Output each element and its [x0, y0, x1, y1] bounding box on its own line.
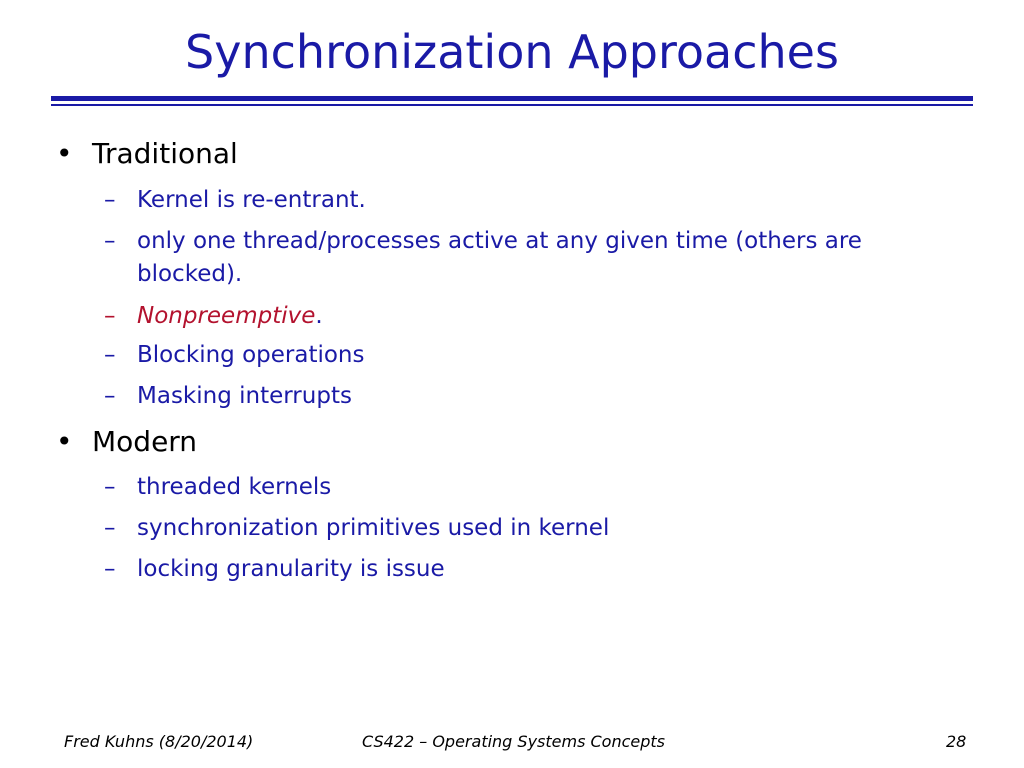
emphasis-term: Nonpreemptive [137, 303, 316, 329]
title-divider-thick [51, 96, 973, 101]
dash-marker: – [104, 474, 116, 500]
dash-marker: – [104, 342, 116, 368]
sub-item-text [137, 300, 974, 333]
sub-item-text: only one thread/processes active at any given time (others are blocked). [137, 228, 862, 287]
dash-marker: – [104, 187, 116, 213]
sub-item-text: threaded kernels [137, 474, 332, 500]
sub-item-text: Kernel is re-entrant. [137, 187, 366, 213]
slide-title: Synchronization Approaches [185, 25, 839, 79]
dash-marker: – [104, 383, 116, 409]
bullet-heading: Traditional [92, 137, 238, 170]
dash-marker: – [104, 303, 116, 329]
emphasis-period: . [315, 303, 323, 329]
sub-item-text: synchronization primitives used in kernel [137, 515, 610, 541]
footer-page-number: 28 [946, 732, 967, 751]
dash-marker: – [104, 515, 116, 541]
bullet-heading: Modern [92, 425, 198, 458]
bullet-marker: • [56, 425, 73, 458]
dash-marker: – [104, 556, 116, 582]
footer-course: CS422 – Operating Systems Concepts [362, 732, 666, 751]
sub-item-text: locking granularity is issue [137, 556, 445, 582]
footer-author: Fred Kuhns (8/20/2014) [64, 732, 254, 751]
dash-marker: – [104, 228, 116, 254]
sub-item-text: Blocking operations [137, 342, 365, 368]
title-divider-thin [51, 104, 973, 106]
bullet-marker: • [56, 137, 73, 170]
sub-item-text: Masking interrupts [137, 383, 352, 409]
